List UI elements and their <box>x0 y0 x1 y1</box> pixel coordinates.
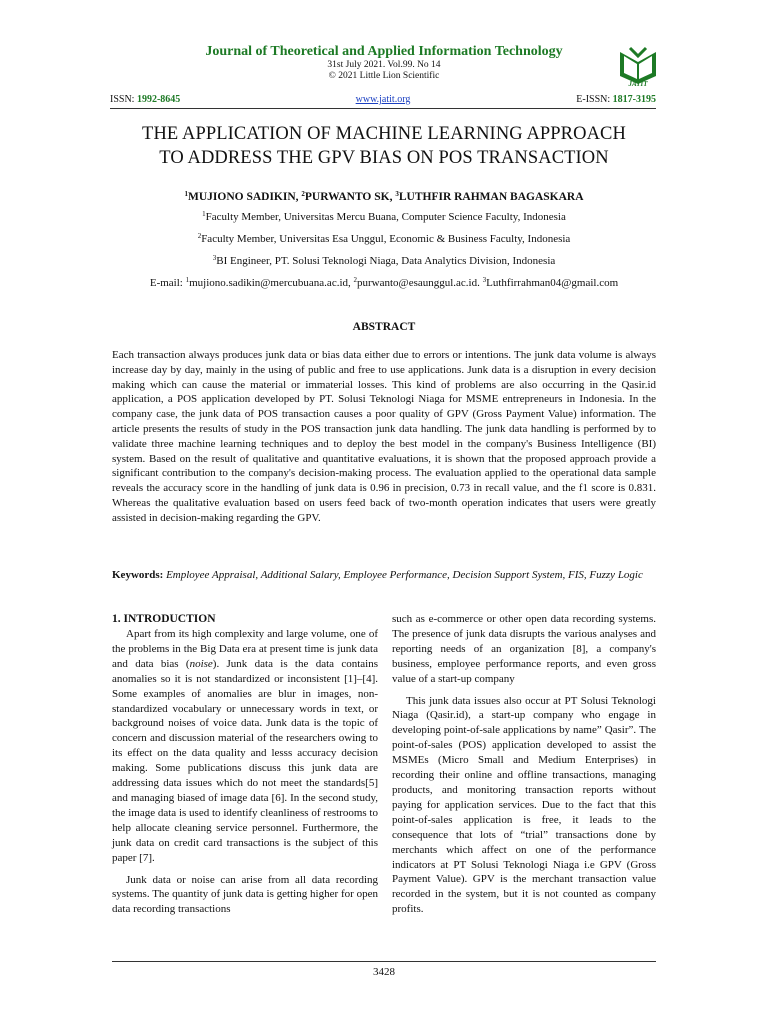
copyright: © 2021 Little Lion Scientific <box>328 71 440 81</box>
affiliation-3: $^3$BI Engineer, PT. Solusi Teknologi Niaga, Data Analytics Division, Indonesia <box>212 254 556 267</box>
right-column <box>392 612 656 917</box>
affiliation-2: $^2$Faculty Member, Universitas Esa Unggul, Economic & Business Faculty, Indonesia <box>197 232 571 245</box>
page-number: 3428 <box>373 966 395 978</box>
abstract-heading: ABSTRACT <box>352 321 416 333</box>
eissn: E-ISSN: 1817-3195 <box>576 94 656 105</box>
keywords: Keywords: Employee Appraisal, Additional Salary, Employee Performance, Decision Support System, FIS, Fuzzy Logic <box>112 569 643 581</box>
author-emails: E-mail: $^1$mujiono.sadikin@mercubuana.ac.id, $^2$purwanto@esaunggul.ac.id. $^3$Luthfirrahman04@gmail.com <box>149 276 619 289</box>
journal-title: Journal of Theoretical and Applied Information Technology <box>205 44 563 59</box>
issn: ISSN: 1992-8645 <box>110 94 181 105</box>
logo-text: JATIT <box>628 80 648 88</box>
intro-paragraph-1: Apart from its high complexity and large volume, one of the problems in the Big Data era at present time is junk data and data bias (noise). Junk data is the data contains anomalies so it is not standardized or inconsistent [1]–[4]. Some examples of anomalies are blur in images, non-standardized vocabulary or unnecessary words in text, or background noises of voice data. Junk data is the topic of concern and discussion material of the researchers owing to its effect on the data quality and lesss accuracy decision making. Some publications discuss this junk data are addressing data issues which do not meet the standards[5] and managing biased of image data [6]. In the second study, the image data is used to identify cleanliness of restrooms to help allocate cleaning service personnel. Furthermore, the junk data on credit card transactions is the subject of this paper [7]. <box>112 628 378 864</box>
affiliation-1: $^1$Faculty Member, Universitas Mercu Buana, Computer Science Faculty, Indonesia <box>202 210 566 223</box>
website-link[interactable]: www.jatit.org <box>355 94 411 105</box>
authors: $^1$MUJIONO SADIKIN, $^2$PURWANTO SK, $^3$LUTHFIR RAHMAN BAGASKARA <box>184 190 584 203</box>
intro-paragraph-4: This junk data issues also occur at PT Solusi Teknologi Niaga (Qasir.id), a start-up company who engage in developing point-of-sale applications by name” Qasir”. The point-of-sales (POS) application developed to assist the MSMEs (Micro Small and Medium Enterprises) in recording their online and offline transactions, managing products, and monitoring transaction reports without paying for application services. Due to the fact that this point-of-sales application is free, it leads to the consequence that lots of “trial” transactions done by merchants which affect on one of the performance indicators at PT Solusi Teknologi Niaga i.e GPV (Gross Payment Value). GPV is the merchant transaction value recorded in the system, but it is not counted as company profits. <box>392 694 656 916</box>
section-heading-introduction: 1. INTRODUCTION <box>112 613 216 625</box>
paper-title: THE APPLICATION OF MACHINE LEARNING APPROACH TO ADDRESS THE GPV BIAS ON POS TRANSACTION <box>142 124 626 168</box>
footer-divider <box>112 961 656 962</box>
left-column <box>112 612 378 917</box>
intro-paragraph-2: Junk data or noise can arise from all data recording systems. The quantity of junk data is getting higher for open data recording transactions <box>112 873 378 916</box>
issue-info: 31st July 2021. Vol.99. No 14 <box>327 60 441 70</box>
abstract-body: Each transaction always produces junk data or bias data either due to errors or intentions. The junk data volume is always increase day by day, mainly in the using of public and free to use applications. Junk data is a disruption in every decision making which can cause the material or immaterial losses. This kind of problems are also occurring in the Qasir.id application, a POS application developed by PT. Solusi Teknologi Niaga for MSME entrepreneurs in Indonesia. In the company case, the junk data of POS transaction causes a poor quality of GPV (Gross Payment Value) information. The article presents the results of study in the POS transaction junk data handling. The junk data handling is performed by to validate three machine learning techniques and to deploy the best model in the company's Business Intelligence (BI) system. Based on the result of qualitative and quantitative evaluations, it is shown that the proposed approach provide a significant contribution to the company's decision-making process. The evaluation applied to the operational data sample reveals the accuracy score in the handling of junk data is 0.96 in precision, 0.73 in recall value, and the f1 score is 0.831. Whereas the qualitative evaluation based on users feed back of two-month operation indicates that users were greatly assisted in decision-making regarding the GPV. <box>112 349 656 524</box>
intro-paragraph-3: such as e-commerce or other open data recording systems. The presence of junk data disrupts the various analyses and reporting needs of an organization [8], a company's business, employee performance reports, and even gross value of a start-up company <box>392 613 656 685</box>
header-divider <box>110 108 656 109</box>
